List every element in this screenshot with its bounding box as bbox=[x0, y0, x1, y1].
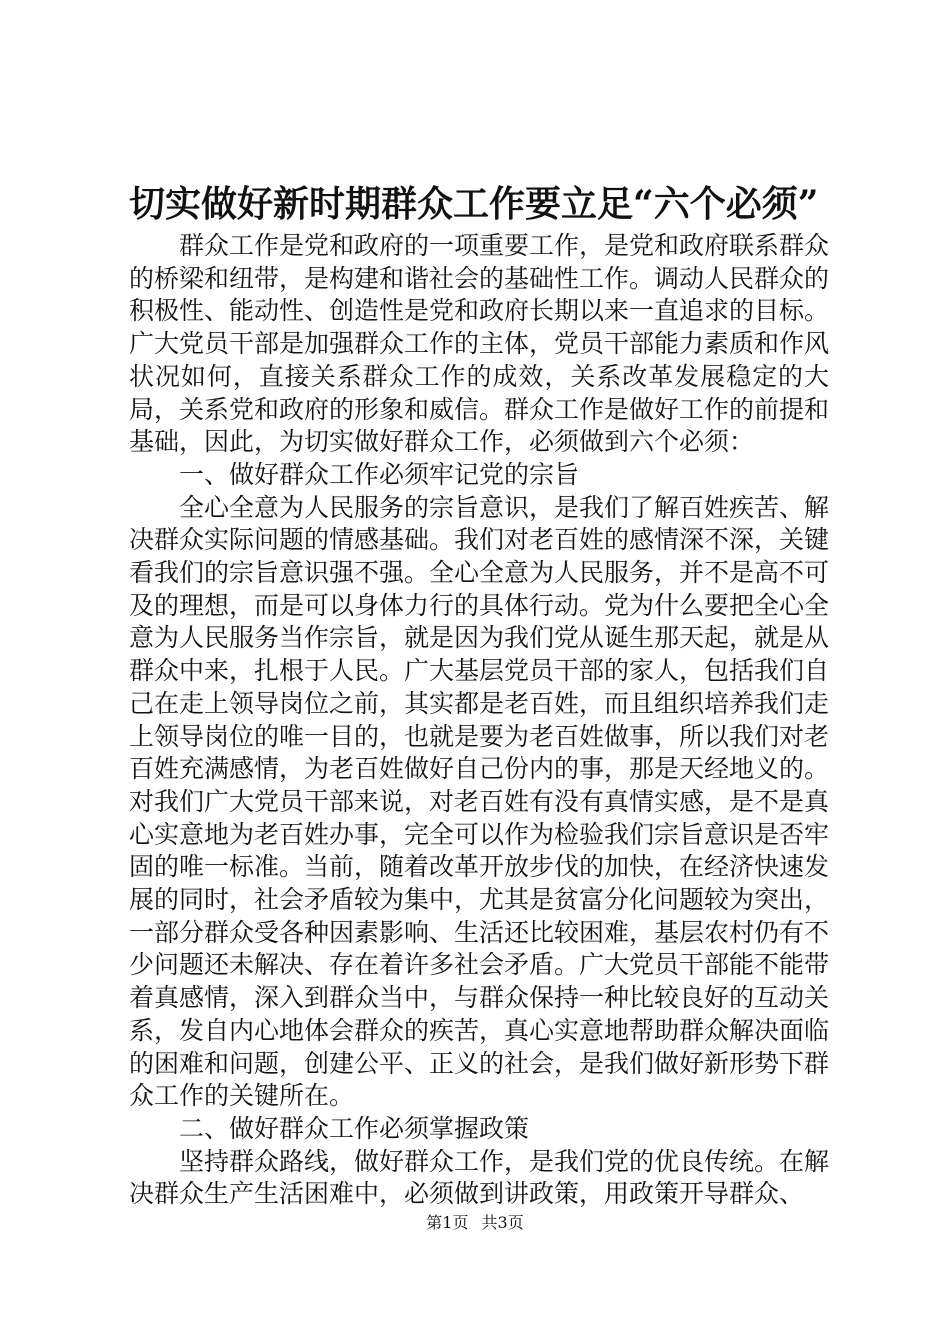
document-title: 切实做好新时期群众工作要立足“六个必须” bbox=[129, 183, 819, 225]
page-number: 第1页 bbox=[426, 1213, 469, 1232]
section-1-paragraph: 全心全意为人民服务的宗旨意识，是我们了解百姓疾苦、解决群众实际问题的情感基础。我们对老百姓的感情深不深，关键看我们的宗旨意识强不强。全心全意为人民服务，并不是高不可及的理想，而是可以身体力行的具体行动。党为什么要把全心全意为人民服务当作宗旨，就是因为我们党从诞生那天起，就是从群众中来，扎根于人民。广大基层党员干部的家人，包括我们自己在走上领导岗位之前，其实都是老百姓，而且组织培养我们走上领导岗位的唯一目的，也就是要为老百姓做事，所以我们对老百姓充满感情，为老百姓做好自己份内的事，那是天经地义的。对我们广大党员干部来说，对老百姓有没有真情实感，是不是真心实意地为老百姓办事，完全可以作为检验我们宗旨意识是否牢固的唯一标准。当前，随着改革开放步伐的加快，在经济快速发展的同时，社会矛盾较为集中，尤其是贫富分化问题较为突出，一部分群众受各种因素影响、生活还比较困难，基层农村仍有不少问题还未解决、存在着许多社会矛盾。广大党员干部能不能带着真感情，深入到群众当中，与群众保持一种比较良好的互动关系，发自内心地体会群众的疾苦，真心实意地帮助群众解决面临的困难和问题，创建公平、正义的社会，是我们做好新形势下群众工作的关键所在。 bbox=[129, 492, 830, 1111]
section-2-heading: 二、做好群众工作必须掌握政策 bbox=[179, 1113, 530, 1143]
page-footer bbox=[0, 1212, 950, 1234]
section-1-heading: 一、做好群众工作必须牢记党的宗旨 bbox=[179, 459, 580, 489]
page-total: 共3页 bbox=[481, 1213, 524, 1232]
section-2-paragraph: 坚持群众路线，做好群众工作，是我们党的优良传统。在解决群众生产生活困难中，必须做到讲政策，用政策开导群众、 bbox=[129, 1146, 830, 1209]
document-body bbox=[129, 230, 829, 1211]
intro-paragraph: 群众工作是党和政府的一项重要工作，是党和政府联系群众的桥梁和纽带，是构建和谐社会的基础性工作。调动人民群众的积极性、能动性、创造性是党和政府长期以来一直追求的目标。广大党员干部是加强群众工作的主体，党员干部能力素质和作风状况如何，直接关系群众工作的成效，关系改革发展稳定的大局，关系党和政府的形象和威信。群众工作是做好工作的前提和基础，因此，为切实做好群众工作，必须做到六个必须： bbox=[129, 231, 830, 457]
